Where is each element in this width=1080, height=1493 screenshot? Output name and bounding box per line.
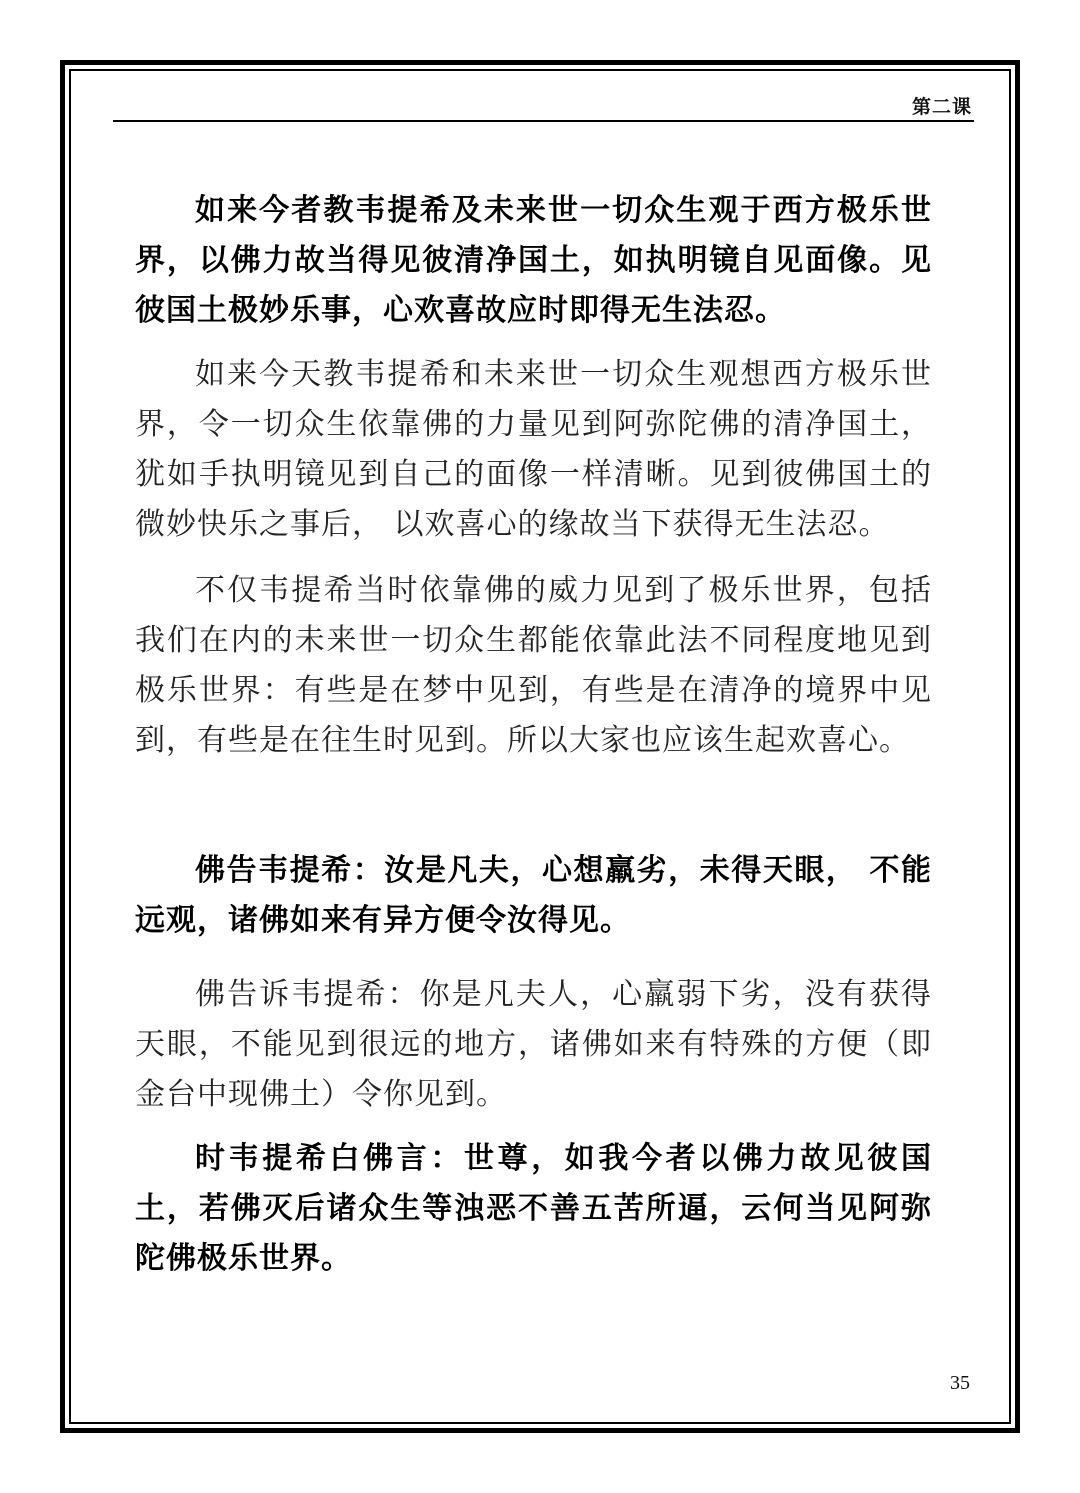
commentary-paragraph-1: 如来今天教韦提希和未来世一切众生观想西方极乐世界，令一切众生依靠佛的力量见到阿弥陀佛的清净国土，犹如手执明镜见到自己的面像一样清晰。见到彼佛国土的微妙快乐之事后， 以欢喜心的缘故当下获得无生法忍。: [135, 357, 932, 542]
commentary-paragraph-2: 不仅韦提希当时依靠佛的威力见到了极乐世界，包括我们在内的未来世一切众生都能依靠此法不同程度地见到极乐世界：有些是在梦中见到，有些是在清净的境界中见到，有些是在往生时见到。所以大家也应该生起欢喜心。: [135, 573, 932, 758]
chapter-label: 第二课: [911, 96, 972, 118]
header-rule: [113, 120, 974, 122]
commentary-paragraph-3: 佛告诉韦提希：你是凡夫人，心羸弱下劣，没有获得天眼，不能见到很远的地方，诸佛如来有特殊的方便（即金台中现佛土）令你见到。: [135, 977, 932, 1112]
sutra-paragraph-1: 如来今者教韦提希及未来世一切众生观于西方极乐世界，以佛力故当得见彼清净国土，如执明镜自见面像。见彼国土极妙乐事，心欢喜故应时即得无生法忍。: [135, 193, 932, 328]
page-number: 35: [950, 1372, 970, 1394]
page-body: [135, 186, 932, 1284]
sutra-paragraph-3: 时韦提希白佛言：世尊，如我今者以佛力故见彼国土，若佛灭后诸众生等浊恶不善五苦所逼，云何当见阿弥陀佛极乐世界。: [135, 1141, 932, 1276]
sutra-paragraph-2: 佛告韦提希：汝是凡夫，心想羸劣，未得天眼， 不能远观，诸佛如来有异方便令汝得见。: [135, 853, 932, 938]
